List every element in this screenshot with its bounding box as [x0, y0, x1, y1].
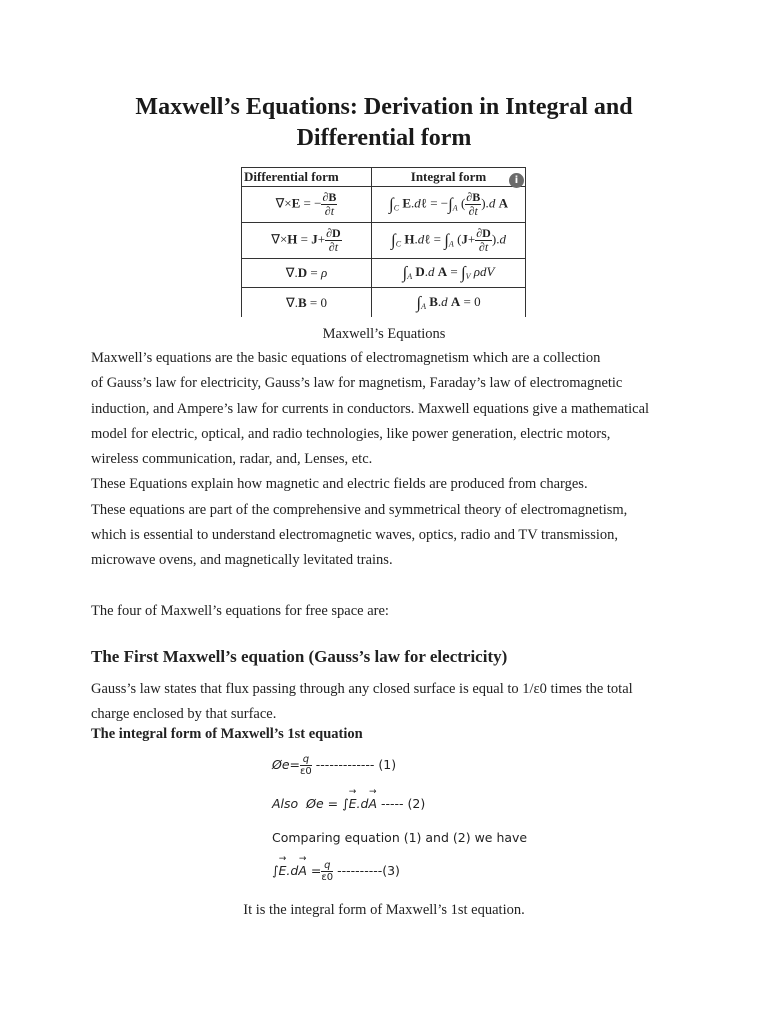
gauss-electric-differential: ∇.D = ρ [242, 258, 372, 288]
faraday-differential: ∇×E = − $\frac{\partial B}{\partial t}$ [242, 187, 372, 223]
eq3-dot: .d [286, 863, 299, 878]
title-line-1: Maxwell’s Equations: Derivation in Integral and [135, 94, 633, 120]
eq2-dot: .d [356, 796, 369, 811]
eq2-tail: ----- (2) [380, 796, 426, 811]
paragraph-line: Maxwell’s equations are the basic equations of electromagnetism which are a collection [91, 350, 601, 366]
eq1-frac-num: q [300, 754, 312, 766]
header-integral: Integral form [372, 168, 526, 187]
figure-caption: Maxwell’s Equations [322, 326, 446, 342]
eq1-frac-den: ε0 [300, 766, 312, 777]
paragraph-line: of Gauss’s law for electricity, Gauss’s law for magnetism, Faraday’s law of electromagnetic [91, 375, 623, 392]
four-equations-line: The four of Maxwell’s equations for free space are: [91, 603, 389, 619]
eq3-frac-den: ε0 [321, 872, 334, 883]
gauss-electric-integral: $\int_A$ D.d $A = \int_V$ ρdV [372, 258, 526, 288]
integral-form-subheading: The integral form of Maxwell’s 1st equation [91, 726, 363, 742]
eq2-vector-e: → E [349, 796, 357, 811]
paragraph-line: induction, and Ampere’s law for currents in conductors. Maxwell equations give a mathematical [91, 400, 650, 417]
table-row [242, 288, 526, 317]
paragraph-line: wireless communication, radar, and, Lenses, etc. [91, 451, 373, 468]
gauss-magnetic-integral: $\int_A$ B.d A = 0 [372, 288, 526, 317]
equation-2 [272, 796, 425, 811]
faraday-integral: $\int_C$ E.dℓ = $-\int_A$ ( $\frac{\partial B}{\partial t}$ ).d A [372, 187, 526, 223]
gauss-magnetic-differential: ∇.B = 0 [242, 288, 372, 317]
equation-3: ∫→ E.d→ A = $\frac{q}{\varepsilon 0}$ ----------(3) [272, 860, 400, 883]
title-line-2: Differential form [296, 125, 472, 151]
eq1-lhs: Øe [272, 757, 290, 772]
eq3-vector-a: → A [298, 863, 307, 878]
equation-1: Øe= $\frac{q}{\varepsilon 0}$ ------------- (1) [272, 754, 397, 777]
eq2-vector-a: → A [368, 796, 377, 811]
maxwell-equations-table [241, 167, 526, 317]
eq3-prefix: ∫ [272, 863, 279, 878]
eq2-prefix: Also [272, 796, 299, 811]
eq3-frac-num: q [321, 860, 333, 872]
table-header-row [242, 168, 526, 187]
table-row [242, 187, 526, 223]
paragraph-line: Gauss’s law states that flux passing through any closed surface is equal to 1/ε0 times the total [91, 681, 633, 697]
page-title [0, 92, 768, 154]
section-heading-first-equation: The First Maxwell’s equation (Gauss’s law for electricity) [91, 647, 508, 666]
paragraph-line: charge enclosed by that surface. [91, 706, 277, 723]
eq3-vector-e: → E [279, 863, 287, 878]
comparing-line: Comparing equation (1) and (2) we have [272, 830, 528, 845]
closing-line: It is the integral form of Maxwell’s 1st equation. [243, 902, 525, 918]
gauss-law-paragraph [91, 677, 691, 728]
paragraph-line: These equations are part of the comprehensive and symmetrical theory of electromagnetism, [91, 501, 628, 518]
info-icon[interactable]: i [509, 173, 524, 188]
intro-paragraph [91, 346, 691, 574]
eq1-tail: ------------- (1) [315, 757, 397, 772]
ampere-differential: ∇×H = J+ $\frac{\partial D}{\partial t}$ [242, 222, 372, 258]
paragraph-line: microwave ovens, and magnetically levitated trains. [91, 552, 393, 569]
eq3-tail: ----------(3) [337, 863, 400, 878]
paragraph-line: which is essential to understand electromagnetic waves, optics, radio and TV transmission, [91, 527, 618, 544]
eq2-lhs: Øe = ∫ [306, 796, 349, 811]
ampere-integral: $\int_C$ H.dℓ = $\int_A$ (J+ $\frac{\partial D}{\partial t}$ ).d [372, 222, 526, 258]
paragraph-line: model for electric, optical, and radio technologies, like power generation, electric motors, [91, 425, 611, 442]
table-row [242, 222, 526, 258]
table-row [242, 258, 526, 288]
header-differential: Differential form [242, 168, 372, 187]
paragraph-line: These Equations explain how magnetic and electric fields are produced from charges. [91, 476, 588, 493]
